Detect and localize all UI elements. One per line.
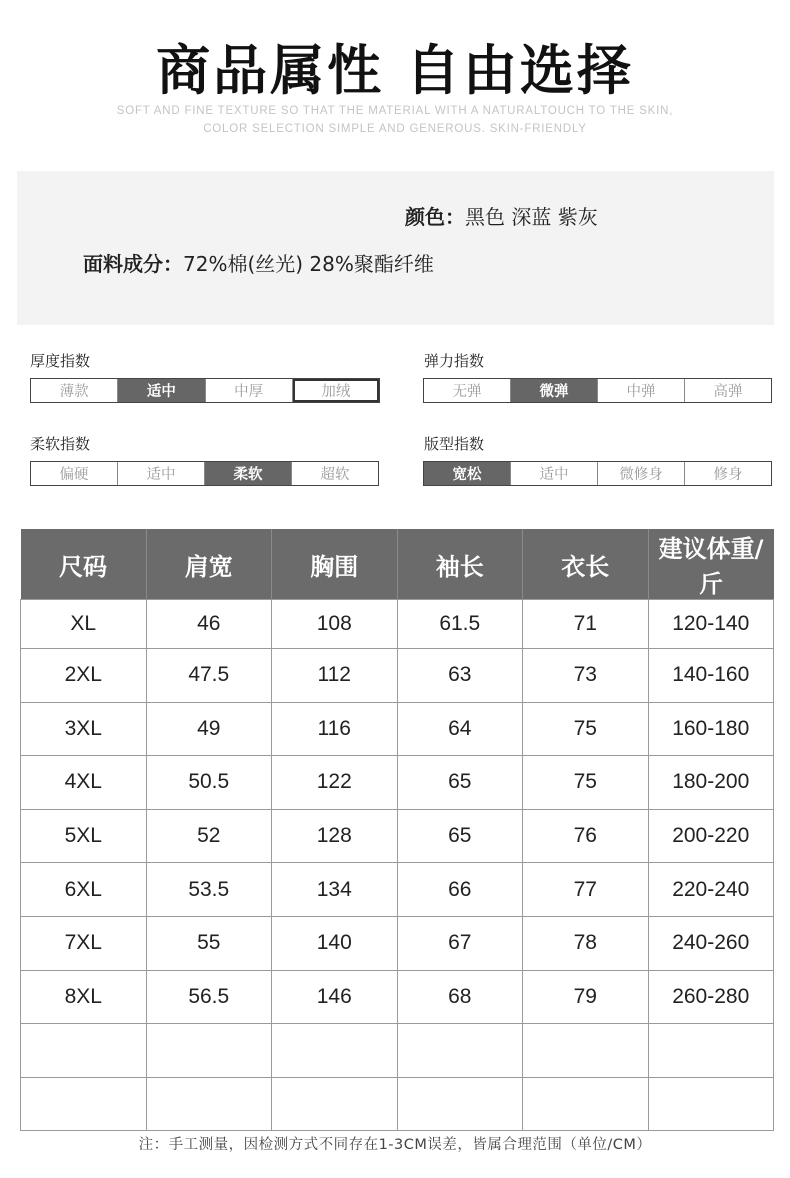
table-cell: 65 bbox=[397, 809, 523, 863]
fit-option-fitted: 修身 bbox=[685, 462, 771, 485]
table-cell: 47.5 bbox=[146, 649, 272, 703]
table-cell: XL bbox=[21, 600, 147, 649]
table-cell: 240-260 bbox=[648, 916, 774, 970]
softness-option-extra-soft: 超软 bbox=[292, 462, 378, 485]
table-cell: 66 bbox=[397, 863, 523, 917]
fit-option-slim: 微修身 bbox=[598, 462, 685, 485]
table-row bbox=[21, 863, 774, 917]
thickness-option-fleece: 加绒 bbox=[293, 379, 379, 402]
table-cell: 7XL bbox=[21, 916, 147, 970]
table-cell: 260-280 bbox=[648, 970, 774, 1024]
table-cell bbox=[523, 1024, 649, 1078]
page-title: 商品属性 自由选择 bbox=[156, 39, 634, 102]
header-shoulder: 肩宽 bbox=[146, 529, 272, 600]
softness-option-medium: 适中 bbox=[118, 462, 205, 485]
softness-index-scale bbox=[30, 461, 379, 486]
thickness-index-title: 厚度指数 bbox=[30, 352, 91, 370]
table-cell: 50.5 bbox=[146, 756, 272, 810]
table-row bbox=[21, 702, 774, 756]
table-row bbox=[21, 649, 774, 703]
table-cell bbox=[648, 1077, 774, 1131]
elasticity-option-slight: 微弹 bbox=[511, 379, 598, 402]
table-cell: 65 bbox=[397, 756, 523, 810]
table-row bbox=[21, 600, 774, 649]
elasticity-option-high: 高弹 bbox=[685, 379, 771, 402]
table-cell: 134 bbox=[272, 863, 398, 917]
subtitle-line-1: SOFT AND FINE TEXTURE SO THAT THE MATERIAL WITH A NATURALTOUCH TO THE SKIN, bbox=[116, 105, 674, 117]
table-cell: 75 bbox=[523, 702, 649, 756]
table-cell bbox=[397, 1024, 523, 1078]
table-cell: 4XL bbox=[21, 756, 147, 810]
table-row-empty bbox=[21, 1077, 774, 1131]
thickness-option-thin: 薄款 bbox=[31, 379, 118, 402]
table-cell: 46 bbox=[146, 600, 272, 649]
color-info bbox=[405, 201, 598, 230]
table-cell bbox=[21, 1077, 147, 1131]
table-cell: 63 bbox=[397, 649, 523, 703]
table-cell: 78 bbox=[523, 916, 649, 970]
table-cell: 6XL bbox=[21, 863, 147, 917]
table-row bbox=[21, 916, 774, 970]
table-cell: 116 bbox=[272, 702, 398, 756]
table-cell: 200-220 bbox=[648, 809, 774, 863]
table-cell: 75 bbox=[523, 756, 649, 810]
table-cell: 68 bbox=[397, 970, 523, 1024]
table-cell: 61.5 bbox=[397, 600, 523, 649]
size-table-header-row bbox=[21, 529, 774, 600]
table-cell: 108 bbox=[272, 600, 398, 649]
fit-option-loose: 宽松 bbox=[424, 462, 511, 485]
table-cell bbox=[146, 1077, 272, 1131]
color-label: 颜色： bbox=[405, 205, 465, 229]
table-cell: 55 bbox=[146, 916, 272, 970]
subtitle-line-2: COLOR SELECTION SIMPLE AND GENEROUS. SKIN-FRIENDLY bbox=[203, 123, 587, 135]
softness-index-title: 柔软指数 bbox=[30, 435, 91, 453]
table-cell bbox=[397, 1077, 523, 1131]
table-cell: 122 bbox=[272, 756, 398, 810]
table-cell: 146 bbox=[272, 970, 398, 1024]
table-cell: 8XL bbox=[21, 970, 147, 1024]
table-cell: 220-240 bbox=[648, 863, 774, 917]
header-size: 尺码 bbox=[21, 529, 147, 600]
measurement-note: 注：手工测量，因检测方式不同存在1-3CM误差，皆属合理范围（单位/CM） bbox=[138, 1137, 652, 1153]
header-weight: 建议体重/斤 bbox=[648, 529, 774, 600]
table-row-empty bbox=[21, 1024, 774, 1078]
table-cell: 3XL bbox=[21, 702, 147, 756]
table-cell: 180-200 bbox=[648, 756, 774, 810]
table-cell: 128 bbox=[272, 809, 398, 863]
table-cell bbox=[21, 1024, 147, 1078]
table-cell: 71 bbox=[523, 600, 649, 649]
table-cell bbox=[648, 1024, 774, 1078]
size-chart-table bbox=[20, 529, 774, 1131]
table-row bbox=[21, 756, 774, 810]
header-chest: 胸围 bbox=[272, 529, 398, 600]
fabric-label: 面料成分： bbox=[83, 252, 183, 276]
softness-option-soft: 柔软 bbox=[205, 462, 292, 485]
table-cell bbox=[272, 1024, 398, 1078]
table-cell bbox=[523, 1077, 649, 1131]
header-sleeve: 袖长 bbox=[397, 529, 523, 600]
table-cell: 73 bbox=[523, 649, 649, 703]
table-cell: 112 bbox=[272, 649, 398, 703]
table-cell: 79 bbox=[523, 970, 649, 1024]
table-cell bbox=[146, 1024, 272, 1078]
table-cell: 56.5 bbox=[146, 970, 272, 1024]
fabric-info bbox=[83, 248, 434, 277]
table-cell: 140 bbox=[272, 916, 398, 970]
table-cell: 5XL bbox=[21, 809, 147, 863]
thickness-index-scale bbox=[30, 378, 380, 403]
table-cell: 49 bbox=[146, 702, 272, 756]
color-value: 黑色 深蓝 紫灰 bbox=[465, 205, 598, 229]
fabric-value: 72%棉(丝光) 28%聚酯纤维 bbox=[183, 252, 434, 276]
header-length: 衣长 bbox=[523, 529, 649, 600]
table-cell: 53.5 bbox=[146, 863, 272, 917]
table-cell: 2XL bbox=[21, 649, 147, 703]
table-cell: 140-160 bbox=[648, 649, 774, 703]
table-row bbox=[21, 970, 774, 1024]
fit-index-title: 版型指数 bbox=[424, 435, 485, 453]
table-cell: 77 bbox=[523, 863, 649, 917]
table-cell bbox=[272, 1077, 398, 1131]
table-cell: 120-140 bbox=[648, 600, 774, 649]
fit-option-regular: 适中 bbox=[511, 462, 598, 485]
table-row bbox=[21, 809, 774, 863]
table-cell: 160-180 bbox=[648, 702, 774, 756]
elasticity-index-title: 弹力指数 bbox=[424, 352, 485, 370]
elasticity-option-medium: 中弹 bbox=[598, 379, 685, 402]
table-cell: 52 bbox=[146, 809, 272, 863]
table-cell: 64 bbox=[397, 702, 523, 756]
elasticity-index-scale bbox=[423, 378, 772, 403]
thickness-option-thick: 中厚 bbox=[206, 379, 293, 402]
thickness-option-medium: 适中 bbox=[118, 379, 205, 402]
elasticity-option-none: 无弹 bbox=[424, 379, 511, 402]
table-cell: 76 bbox=[523, 809, 649, 863]
softness-option-hard: 偏硬 bbox=[31, 462, 118, 485]
fit-index-scale bbox=[423, 461, 772, 486]
table-cell: 67 bbox=[397, 916, 523, 970]
